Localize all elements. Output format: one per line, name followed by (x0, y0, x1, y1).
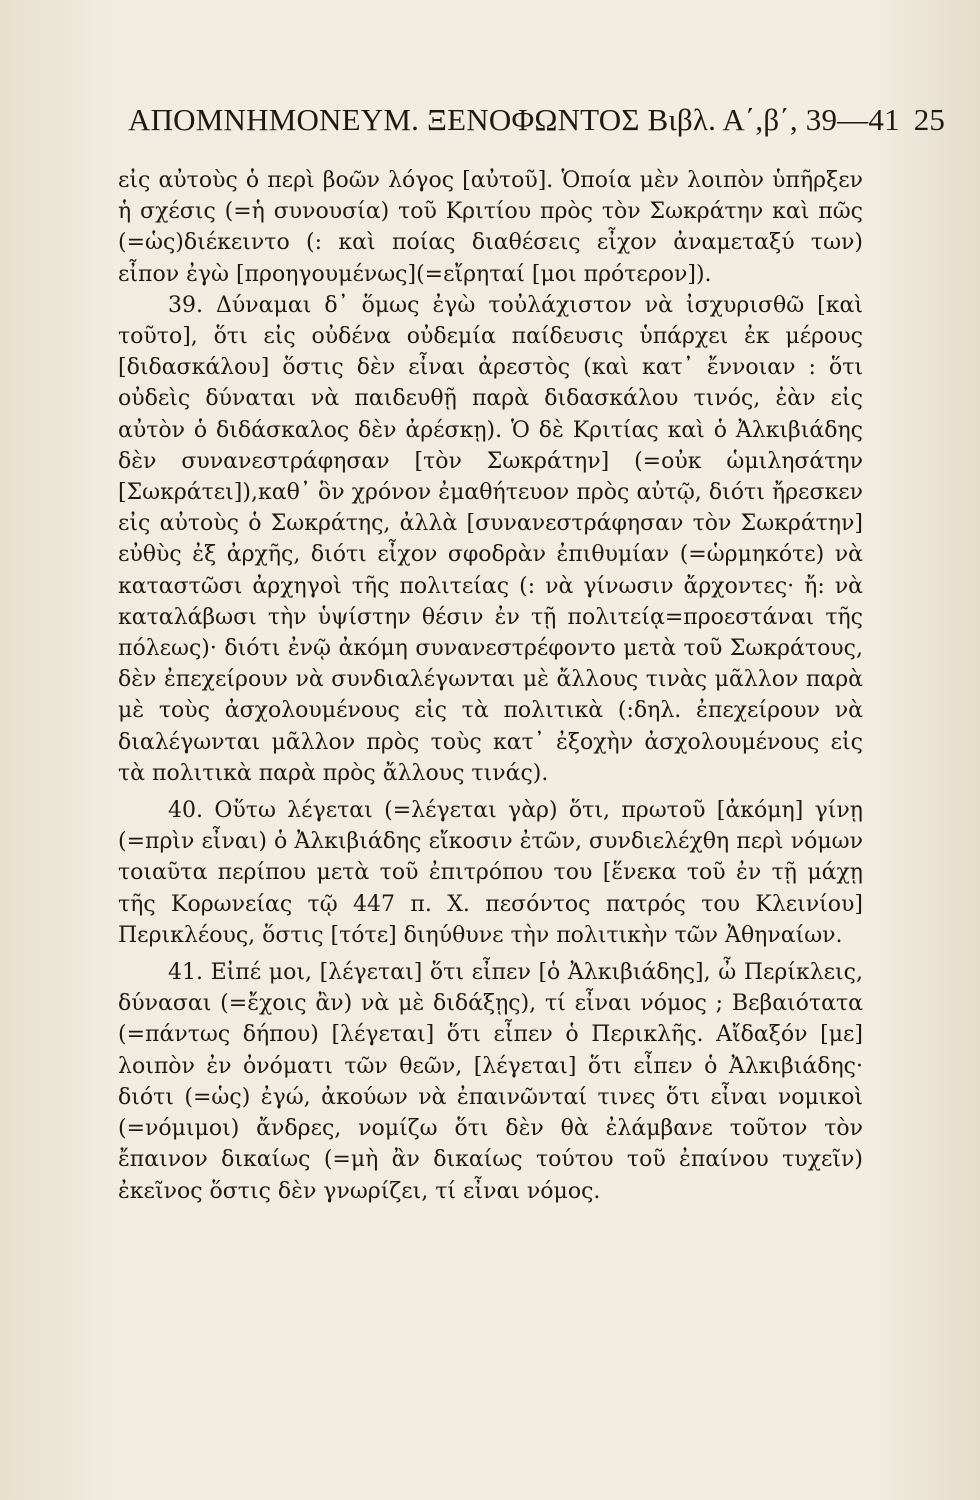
paragraph-text: Εἰπέ μοι, [λέγεται] ὅτι εἶπεν [ὁ Ἀλκιβιάδης], ὦ Περίκλεις, δύνασαι (=ἔχοις ἂν) νὰ μὲ διδάξῃς), τί εἶναι νόμος ; Βεβαιότατα (=πάντως δήπου) [λέγεται] ὅτι εἶπεν ὁ Περικλῆς. Αἴδαξόν [με] λοιπὸν ἐν ὀνόματι τῶν θεῶν, [λέγεται] ὅτι εἶπεν ὁ Ἀλκιβιάδης· διότι (=ὡς) ἐγώ, ἀκούων νὰ ἐπαινῶνταί τινες ὅτι εἶναι νομικοὶ (=νόμιμοι) ἄνδρες, νομίζω ὅτι δὲν θὰ ἐλάμβανε τοῦτον τὸν ἔπαινον δικαίως (=μὴ ἂν δικαίως τούτου τοῦ ἐπαίνου τυχεῖν) ἐκεῖνος ὅστις δὲν γνωρίζει, τί εἶναι νόμος. (118, 960, 863, 1204)
paragraph-40 (118, 795, 863, 951)
paragraph-number: 40. (168, 798, 203, 824)
paragraph-39 (118, 290, 863, 789)
paragraph-text: Οὕτω λέγεται (=λέγεται γὰρ) ὅτι, πρωτοῦ [ἀκόμη] γίνῃ (=πρὶν εἶναι) ὁ Ἀλκιβιάδης εἴκοσιν ἐτῶν, συνδιελέχθη περὶ νόμων τοιαῦτα περίπου μετὰ τοῦ ἐπιτρόπου του [ἕνεκα τοῦ ἐν τῇ μάχῃ τῆς Κορωνείας τῷ 447 π. Χ. πεσόντος πατρός του Κλεινίου] Περικλέους, ὅστις [τότε] διηύθυνε τὴν πολιτικὴν τῶν Ἀθηναίων. (118, 798, 863, 948)
paragraph-41 (118, 957, 863, 1207)
page-number: 25 (913, 102, 946, 137)
paragraph-text: Δύναμαι δ᾽ ὅμως ἐγὼ τοὐλάχιστον νὰ ἰσχυρισθῶ [καὶ τοῦτο], ὅτι εἰς οὐδένα οὐδεμία παίδευσις ὑπάρχει ἐκ μέρους [διδασκάλου] ὅστις δὲν εἶναι ἀρεστὸς (καὶ κατ᾽ ἔννοιαν : ὅτι οὐδεὶς δύναται νὰ παιδευθῇ παρὰ διδασκάλου τινός, ἐὰν εἰς αὐτὸν ὁ διδάσκαλος δὲν ἀρέσκῃ). Ὁ δὲ Κριτίας καὶ ὁ Ἀλκιβιάδης δὲν συνανεστράφησαν [τὸν Σωκράτην] (=οὐκ ὡμιλησάτην [Σωκράτει]),καθ᾽ ὃν χρόνον ἐμαθήτευον πρὸς αὐτῷ, διότι ἤρεσκεν εἰς αὐτοὺς ὁ Σωκράτης, ἀλλὰ [συνανεστράφησαν τὸν Σωκράτην] εὐθὺς ἐξ ἀρχῆς, διότι εἶχον σφοδρὰν ἐπιθυμίαν (=ὡρμηκότε) νὰ καταστῶσι ἀρχηγοὶ τῆς πολιτείας (: νὰ γίνωσιν ἄρχοντες· ἤ: νὰ καταλάβωσι τὴν ὑψίστην θέσιν ἐν τῇ πολιτείᾳ=προεστάναι τῆς πόλεως)· διότι ἐνῷ ἀκόμη συνανεστρέφοντο μετὰ τοῦ Σωκράτους, δὲν ἐπεχείρουν νὰ συνδιαλέγωνται μὲ ἄλλους τινὰς μᾶλλον παρὰ μὲ τοὺς ἀσχολουμένους εἰς τὰ πολιτικὰ (:δηλ. ἐπεχείρουν νὰ διαλέγωνται μᾶλλον πρὸς τοὺς κατ᾽ ἐξοχὴν ἀσχολουμένους εἰς τὰ πολιτικὰ παρὰ πρὸς ἄλλους τινάς). (118, 292, 863, 786)
paragraph-number: 41. (168, 960, 203, 986)
header-title: ΑΠΟΜΝΗΜΟΝΕΥΜ. ΞΕΝΟΦΩΝΤΟΣ Βιβλ. Α΄,β΄, 39—41 (128, 102, 900, 137)
paragraph-text: εἰς αὐτοὺς ὁ περὶ βοῶν λόγος [αὐτοῦ]. Ὁποία μὲν λοιπὸν ὑπῆρξεν ἡ σχέσις (=ἡ συνουσία) τοῦ Κριτίου πρὸς τὸν Σωκράτην καὶ πῶς (=ὡς)διέκειντο (: καὶ ποίας διαθέσεις εἶχον ἀναμεταξύ των) εἶπον ἐγὼ [προηγουμένως](=εἴρηταί [μοι πρότερον]). (118, 168, 863, 287)
running-header (128, 102, 946, 138)
page-body (118, 165, 863, 1207)
paragraph-continued (118, 165, 863, 290)
paragraph-number: 39. (168, 292, 203, 318)
